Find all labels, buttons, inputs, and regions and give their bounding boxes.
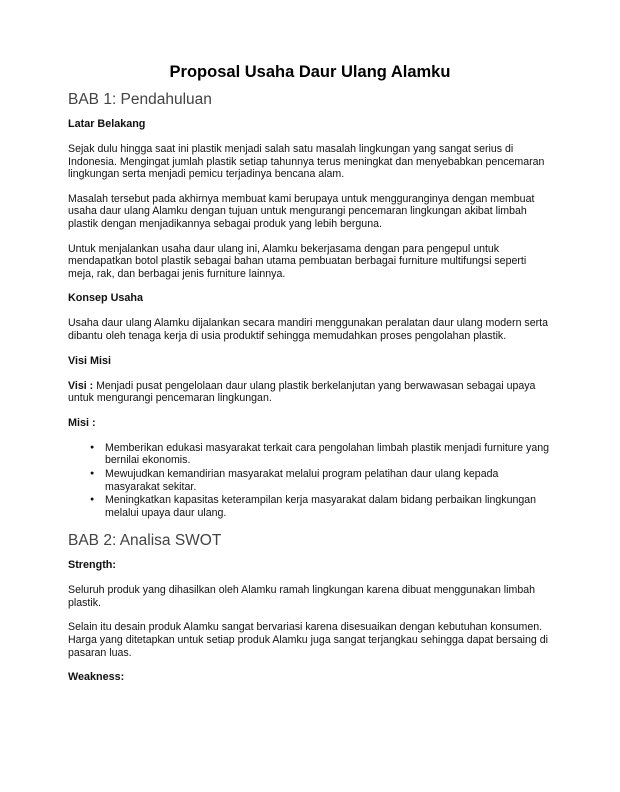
list-item: ● Meningkatkan kapasitas keterampilan kerja masyarakat dalam bidang perbaikan lingkungan melalui upaya daur ulang. [105, 494, 552, 519]
konsep-usaha-heading: Konsep Usaha [68, 292, 143, 305]
bab1-heading: BAB 1: Pendahuluan [68, 91, 212, 108]
visi-misi-heading: Visi Misi [68, 354, 112, 367]
list-item: ● Mewujudkan kemandirian masyarakat melalui program pelatihan daur ulang kepada masyarakat sekitar. [105, 468, 552, 493]
list-item: ● Memberikan edukasi masyarakat terkait cara pengolahan limbah plastik menjadi furniture yang bernilai ekonomis. [105, 442, 552, 467]
latar-paragraph-2: Masalah tersebut pada akhirnya membuat kami berupaya untuk mengguranginya dengan membuat usaha daur ulang Alamku dengan tujuan untuk mengurangi pencemaran lingkungan akibat limbah plastik dengan menjadikannya sebagai produk yang lebih berguna. [68, 192, 535, 230]
latar-paragraph-1: Sejak dulu hingga saat ini plastik menjadi salah satu masalah lingkungan yang sangat serius di Indonesia. Mengingat jumlah plastik setiap tahunnya terus meningkat dan menyebabkan pencemaran lingkungan serta menjadi pemicu terjadinya bencana alam. [68, 143, 545, 181]
strength-paragraph-2: Selain itu desain produk Alamku sangat bervariasi karena disesuaikan dengan kebutuhan konsumen. Harga yang ditetapkan untuk setiap produk Alamku juga sangat terjangkau sehingga dapat bersaing di pasaran luas. [68, 621, 548, 659]
visi-text: Menjadi pusat pengelolaan daur ulang plastik berkelanjutan yang berwawasan sebagai upaya untuk mengurangi pencemaran lingkungan. [68, 379, 536, 405]
strength-heading: Strength: [68, 559, 116, 572]
visi-paragraph [68, 380, 552, 405]
bab2-heading: BAB 2: Analisa SWOT [68, 532, 222, 550]
misi-list [68, 442, 552, 520]
strength-paragraph-1: Seluruh produk yang dihasilkan oleh Alamku ramah lingkungan karena dibuat menggunakan limbah plastik. [68, 584, 536, 609]
visi-label: Visi : [68, 379, 94, 392]
misi-label: Misi : [68, 416, 96, 429]
document-title: Proposal Usaha Daur Ulang Alamku [169, 63, 451, 81]
weakness-heading: Weakness: [68, 671, 125, 684]
konsep-paragraph: Usaha daur ulang Alamku dijalankan secara mandiri menggunakan peralatan daur ulang modern serta dibantu oleh tenaga kerja di usia produktif sehingga memudahkan proses pengolahan plastik. [68, 317, 548, 342]
latar-paragraph-3: Untuk menjalankan usaha daur ulang ini, Alamku bekerjasama dengan para pengepul untuk mendapatkan botol plastik sebagai bahan utama pembuatan berbagai furniture multifungsi seperti meja, rak, dan berbagai jenis furniture lainnya. [68, 242, 527, 280]
latar-belakang-heading: Latar Belakang [68, 118, 146, 130]
